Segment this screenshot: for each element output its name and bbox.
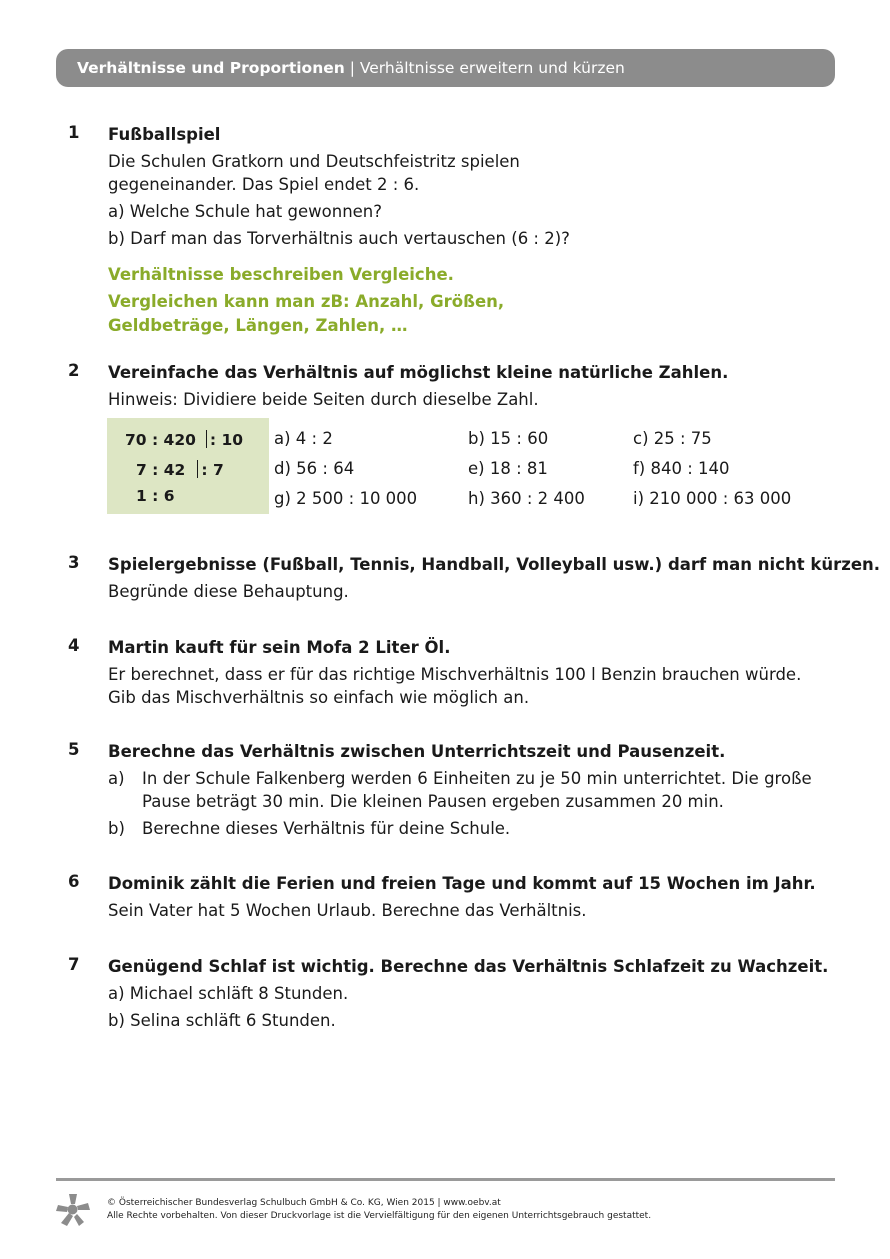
exercise-number: 1 — [68, 123, 80, 142]
divider — [197, 460, 198, 478]
exercise-title: Berechne das Verhältnis zwischen Unterrichtszeit und Pausenzeit. — [108, 742, 726, 761]
subtask-text: Berechne dieses Verhältnis für deine Schule. — [142, 819, 511, 838]
publisher-logo-icon — [56, 1192, 90, 1226]
task-g: g) 2 500 : 10 000 — [274, 489, 418, 508]
worked-example-box — [107, 418, 269, 514]
exercise-1 — [68, 123, 828, 338]
exercise-text: Sein Vater hat 5 Wochen Urlaub. Berechne das Verhältnis. — [108, 901, 587, 920]
exercise-4 — [68, 636, 828, 709]
subtask-text: Pause beträgt 30 min. Die kleinen Pausen ergeben zusammen 20 min. — [142, 792, 724, 811]
exercise-title: Fußballspiel — [108, 125, 221, 144]
example-ratio: 1 : 6 — [136, 487, 175, 505]
exercise-2 — [68, 361, 828, 411]
exercise-title: Spielergebnisse (Fußball, Tennis, Handball, Volleyball usw.) darf man nicht kürzen. — [108, 555, 881, 574]
exercise-hint: Hinweis: Dividiere beide Seiten durch dieselbe Zahl. — [108, 390, 539, 409]
info-line: Verhältnisse beschreiben Vergleiche. — [108, 265, 454, 284]
footer-copyright — [107, 1197, 651, 1223]
subtask-b — [108, 817, 828, 840]
divider — [206, 430, 207, 448]
exercise-text: Gib das Mischverhältnis so einfach wie möglich an. — [108, 688, 530, 707]
info-box — [108, 263, 828, 338]
task-i: i) 210 000 : 63 000 — [633, 489, 792, 508]
example-row-1 — [125, 430, 243, 449]
example-operation: : 7 — [201, 461, 224, 479]
task-e: e) 18 : 81 — [468, 459, 548, 478]
exercise-text: gegeneinander. Das Spiel endet 2 : 6. — [108, 175, 420, 194]
subtask-a — [108, 767, 828, 813]
exercise-text: Die Schulen Gratkorn und Deutschfeistritz spielen — [108, 152, 520, 171]
subtask-b: b) Selina schläft 6 Stunden. — [108, 1011, 336, 1030]
subtask-label: b) — [108, 819, 125, 838]
subtask-b: b) Darf man das Torverhältnis auch vertauschen (6 : 2)? — [108, 229, 570, 248]
example-row-3 — [136, 487, 175, 505]
exercise-number: 7 — [68, 955, 80, 974]
task-c: c) 25 : 75 — [633, 429, 712, 448]
task-d: d) 56 : 64 — [274, 459, 355, 478]
exercise-6 — [68, 872, 828, 922]
header-subtopic: Verhältnisse erweitern und kürzen — [359, 59, 625, 77]
subtask-a: a) Michael schläft 8 Stunden. — [108, 984, 349, 1003]
header-topic: Verhältnisse und Proportionen — [77, 59, 345, 77]
task-f: f) 840 : 140 — [633, 459, 730, 478]
example-ratio: 70 : 420 — [125, 431, 196, 449]
exercise-number: 3 — [68, 553, 80, 572]
example-ratio: 7 : 42 — [136, 461, 186, 479]
footer-divider — [56, 1178, 835, 1181]
exercise-text: Er berechnet, dass er für das richtige Mischverhältnis 100 l Benzin brauchen würde. — [108, 665, 802, 684]
footer-line-1: © Österreichischer Bundesverlag Schulbuch GmbH & Co. KG, Wien 2015 | www.oebv.at — [107, 1198, 501, 1208]
exercise-number: 4 — [68, 636, 80, 655]
exercise-number: 2 — [68, 361, 80, 380]
header-bar — [56, 49, 835, 87]
exercise-title: Vereinfache das Verhältnis auf möglichst kleine natürliche Zahlen. — [108, 363, 729, 382]
exercise-title: Martin kauft für sein Mofa 2 Liter Öl. — [108, 638, 451, 657]
exercise-3 — [68, 553, 881, 603]
task-h: h) 360 : 2 400 — [468, 489, 585, 508]
task-a: a) 4 : 2 — [274, 429, 333, 448]
exercise-number: 5 — [68, 740, 80, 759]
subtask-label: a) — [108, 769, 125, 788]
example-row-2 — [136, 460, 224, 479]
example-operation: : 10 — [209, 431, 244, 449]
exercise-title: Genügend Schlaf ist wichtig. Berechne das Verhältnis Schlafzeit zu Wachzeit. — [108, 957, 829, 976]
info-line: Vergleichen kann man zB: Anzahl, Größen, — [108, 292, 505, 311]
exercise-title: Dominik zählt die Ferien und freien Tage und kommt auf 15 Wochen im Jahr. — [108, 874, 816, 893]
subtask-a: a) Welche Schule hat gewonnen? — [108, 202, 383, 221]
info-line: Geldbeträge, Längen, Zahlen, … — [108, 316, 408, 335]
exercise-5 — [68, 740, 828, 840]
subtask-text: In der Schule Falkenberg werden 6 Einheiten zu je 50 min unterrichtet. Die große — [142, 769, 812, 788]
exercise-number: 6 — [68, 872, 80, 891]
task-b: b) 15 : 60 — [468, 429, 549, 448]
exercise-7 — [68, 955, 828, 1032]
exercise-text: Begründe diese Behauptung. — [108, 582, 349, 601]
footer-line-2: Alle Rechte vorbehalten. Von dieser Druckvorlage ist die Vervielfältigung für den eigenen Unterrichtsgebrauch gestattet. — [107, 1211, 652, 1221]
header-separator: | — [344, 59, 360, 77]
